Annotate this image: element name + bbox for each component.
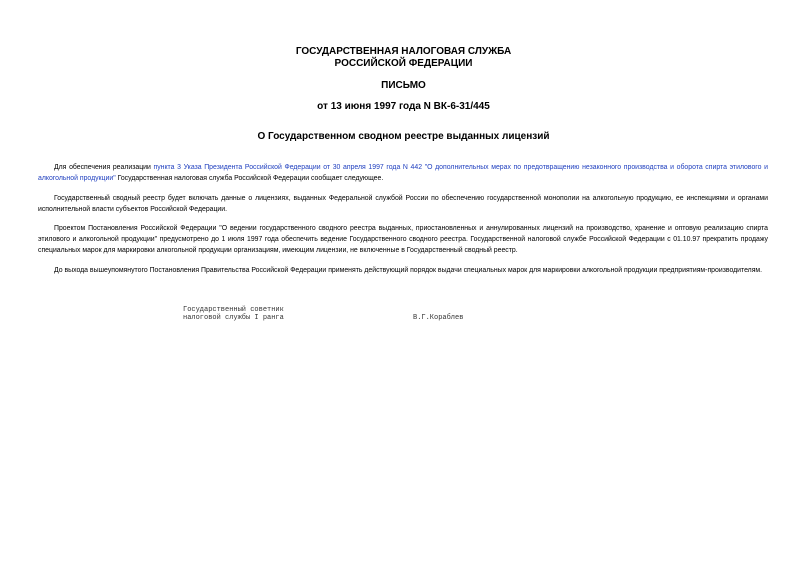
signatory-position-line2: налоговой службы I ранга [183, 314, 284, 322]
issuer-name-line1: ГОСУДАРСТВЕННАЯ НАЛОГОВАЯ СЛУЖБА [295, 46, 512, 57]
document-type: ПИСЬМО [381, 80, 426, 91]
paragraph-4: До выхода вышеупомянутого Постановления Правительства Российской Федерации применять действующий порядок выдачи специальных марок для маркировки алкогольной продукции предприятиям-производителям. [54, 267, 763, 274]
paragraph-3: Проектом Постановления Российской Федерации "О ведении государственного сводного реестра выданных, приостановленных и аннулированных лицензий на производство, хранение и оптовую реализацию спирта этилового и алкогольной продукции" предусмотрено до 1 июля 1997 года обеспечить ведение Государственного сводного реестра. Государственной налоговой службе Российской Федерации с 01.10.97 прекратить продажу специальных марок для маркировки алкогольной продукции организациям, имеющим лицензии, не включенные в Государственный сводный реестр. [38, 225, 768, 254]
paragraph-1 [38, 162, 768, 184]
signatory-position-line1: Государственный советник [183, 306, 284, 314]
signatory-name: В.Г.Кораблев [413, 314, 464, 322]
issuer-name-line2: РОССИЙСКОЙ ФЕДЕРАЦИИ [334, 58, 473, 69]
document-subject: О Государственном сводном реестре выданных лицензий [257, 131, 550, 142]
decree-link[interactable]: пункта 3 Указа Президента Российской Федерации от 30 апреля 1997 года N 442 "О дополнительных мерах по предотвращению незаконного производства и оборота спирта этилового и алкогольной продукции" [38, 164, 768, 182]
paragraph-1-outro: Государственная налоговая служба Российской Федерации сообщает следующее. [115, 175, 384, 182]
paragraph-1-intro: Для обеспечения реализации [54, 164, 154, 171]
paragraph-2: Государственный сводный реестр будет включать данные о лицензиях, выданных Федеральной службой России по обеспечению государственной монополии на алкогольную продукцию, ее инспекциями и органами исполнительной власти субъектов Российской Федерации. [38, 195, 768, 213]
document-date-number: от 13 июня 1997 года N ВК-6-31/445 [317, 101, 490, 112]
